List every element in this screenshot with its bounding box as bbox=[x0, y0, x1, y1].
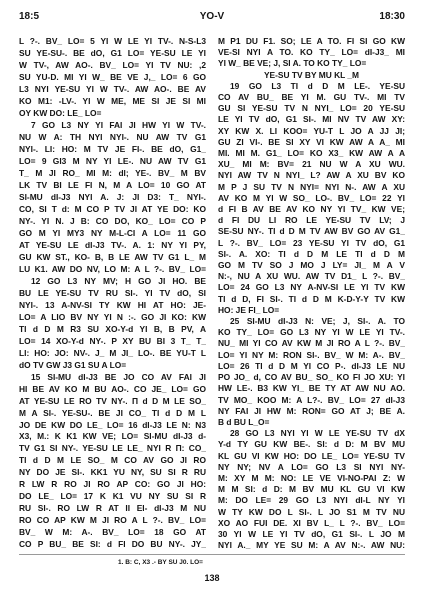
text-line: dO TV GW J3 G1 SU A LO= bbox=[19, 359, 127, 370]
text-line: M A SI-. YE-SU-. BE JI CO_ TI d D M L bbox=[19, 407, 206, 418]
text-line: 15 SI-MU dI-J3 BE JO CO AV FAI JI bbox=[31, 371, 206, 382]
text-line: d FI B AV BE AV KO NY YI TV_ KW VE; bbox=[218, 204, 405, 215]
text-line: XY KW X. LI KOO= YU-T L JO A JJ JI; bbox=[218, 125, 405, 136]
text-line: NY-. YI N. J B: CO DO, KO_ LO= CO P bbox=[19, 215, 206, 226]
text-line: AT YE-SU LE dI-J3 TV-. A. 1: NY YI PY, bbox=[19, 239, 206, 250]
text-line: W TY KW DO L SI-. L JO S1 M TV NU bbox=[218, 506, 405, 517]
text-line: XU_ MI M: BV= 21 NU W A XU WU. bbox=[218, 159, 405, 170]
text-line: M: XY M M: NO: LE VE VI-NO-PAI Z: W bbox=[218, 472, 405, 483]
text-line: NY DO JE SI-. KK1 YU NY, SU SI R RU bbox=[19, 467, 206, 478]
text-line: LK TV BI LE FI N, M A LO= 10 GO AT bbox=[19, 179, 206, 190]
text-line: NU_ MI YI CO AV KW M JI RO A L ?-. BV_ bbox=[218, 338, 405, 349]
text-line: NYI A._ MY YE SU M: A AV N:-. AW NU: bbox=[218, 540, 405, 551]
text-line: T_ M JI RO_ MI M: dl; YE-. BV_ M BV bbox=[19, 167, 206, 178]
right-column bbox=[218, 36, 405, 551]
text-line: TV MO_ KOO M: A L?-. BV_ LO= 27 dI-J3 bbox=[218, 394, 405, 405]
text-line: M P J SU TV N NYI= NYI N-. AW A XU bbox=[218, 181, 405, 192]
footnote-divider bbox=[19, 554, 405, 555]
text-line: L ?-. BV_ LO= 5 YI W LE YI TV-. N-S-L3 bbox=[19, 36, 206, 46]
text-line: KO TY_ LO= GO L3 NY YI W LE YI TV-. bbox=[218, 327, 405, 338]
text-line: 19 GO L3 TI d D M LE-. YE-SU bbox=[230, 80, 405, 91]
text-line: L ?-. BV_ LO= 23 YE-SU YI TV dO, G1 bbox=[218, 237, 405, 248]
running-head bbox=[19, 10, 405, 24]
running-head-right: 18:30 bbox=[379, 11, 405, 22]
text-line: GU ZI VI-. BE SI XY VI KW AW A A_ MI bbox=[218, 136, 405, 147]
text-line: LI: HO: JO: NV-. J_ M JI_ LO-. BE YU-T L bbox=[19, 347, 206, 358]
text-line: YI W_ BE VE; J, SI A. TO KO TY_ LO= bbox=[218, 58, 367, 69]
text-line: TI d D, FI SI-. TI d D M K-D-Y-Y TV KW bbox=[218, 293, 405, 304]
text-line: M M SI: d D: M BV MU KL GU VI KW bbox=[218, 484, 405, 495]
text-line: N:-, NU A XU WU. AW TV D1_ L ?-. BV_ bbox=[218, 271, 405, 282]
text-line: NYI-. LI: HO: M TV JE FI-. BE dO, G1_ bbox=[19, 143, 206, 154]
text-line: MI. MI M. G1_ LO= KO X3_ KW AW A A bbox=[218, 148, 405, 159]
text-line: TV G1 SI NY-. YE-SU LE LE_ NYI R Π: CO_ bbox=[19, 443, 206, 454]
text-line: JO DE KW DO LE_ LO= 16 dI-J3 LE N: N3 bbox=[19, 419, 206, 430]
text-line: LO= A LIO BV NY YI N :-. GO JI KO: KW bbox=[19, 311, 206, 322]
text-line: AV KO M YI W SO_ LO-. BV_ LO= 22 YI bbox=[218, 192, 405, 203]
text-line: NY NY; NV A LO= GO L3 SI NYI NY- bbox=[218, 461, 405, 472]
text-line: HI BE AV KO M BU AO-. CO JE_ LO= GO bbox=[19, 383, 206, 394]
text-line: DO LE_ LO= 17 K K1 VU NY SU SI R bbox=[19, 491, 206, 502]
text-line: SI-. A. XO: TI d D M LE TI d D M bbox=[218, 248, 405, 259]
text-line: Y-d TY GU KW BE-. SI: d D: M BV MU bbox=[218, 439, 405, 450]
text-line: HO: JE FI_ LO= bbox=[218, 304, 280, 315]
text-line: KL GU VI KW HO: DO LE_ LO= YE-SU TV bbox=[218, 450, 405, 461]
text-line: LO= 26 TI d D M YI CO P-. dI-J3 LE NU bbox=[218, 360, 405, 371]
text-line: NYI AW TV N NYI_ L? AW A XU BV KO bbox=[218, 170, 405, 181]
text-line: 25 SI-MU dI-J3 N: VE; J, SI-. A. TO bbox=[230, 316, 405, 327]
text-line: NYI-. 13 A-NV-SI TY KW HI AT HO: JE- bbox=[19, 299, 206, 310]
footnote: 1. B: C, X3 .- BY SU J0. LO= bbox=[118, 559, 203, 566]
text-line: M P1 DU F1. SO; LE A TO. FI SI GO KW bbox=[218, 36, 405, 46]
text-line: LE YI TV dO, G1 SI-. MI NV TV AW XY: bbox=[218, 114, 405, 125]
text-line: HW LE-. B3 KW YI_ BE TY AT AW NU AO. bbox=[218, 383, 405, 394]
text-line: LO= 9 GI3 M NY YI LE-. NU AW TV G1 bbox=[19, 155, 206, 166]
text-line: CO AV BU_ BE YI M. GU TV-. MI TV bbox=[218, 92, 405, 103]
text-line: SU YU-D. MI YI W_ BE VE J,_ LO= 6 GO bbox=[19, 71, 206, 82]
text-line: SI-MU dI-J3 NYI A. J: JI D3: T_ NYI-. bbox=[19, 191, 206, 202]
text-line: LO= YI NY M: RON SI-. BV_ W M: A-. BV_ bbox=[218, 349, 405, 360]
text-line: XO AO FUI DE. XI BV L_ L ?-. BV_ LO= bbox=[218, 517, 405, 528]
text-line: CO P BU_ BE SI: d FI DO BU NY-. JY_ bbox=[19, 539, 206, 550]
text-line: AT YE-SU LE RO TV NY-. Π d D M LE SO_ bbox=[19, 395, 206, 406]
text-line: NU W A: TH NYI NYI-. NU AW TV G1 bbox=[19, 131, 206, 142]
left-column bbox=[19, 36, 206, 551]
text-line: B d BU L_O= bbox=[218, 416, 270, 427]
text-line: LU K1. AW DO NV, LO M: A L ?-. BV_ LO= bbox=[19, 263, 206, 274]
text-line: L3 NYI YE-SU YI W TV-. AW AO-. BE AV bbox=[19, 83, 206, 94]
text-line: GU KW ST., KO- B, B LE AW TV G1 L_ M bbox=[19, 251, 206, 262]
text-line: NY FAI JI HW M: RON= GO AT J; BE A. bbox=[218, 405, 405, 416]
text-line: 30 YI W LE YI TV dO, G1 SI-. L JO M bbox=[218, 528, 405, 539]
text-line: GU SI YE-SU TV N NYI_ LO= 20 YE-SU bbox=[218, 103, 405, 114]
text-line: SE-SU NY-. TI d D M TV AW BV GO AV G1_ bbox=[218, 226, 405, 237]
text-line: M: DO LE= 29 GO L3 NYI dI-L NY YI bbox=[218, 495, 405, 506]
text-line: PO JO_ d, CO AV BU_ SO_ KO FI JO XU: YI bbox=[218, 372, 405, 383]
running-head-left: 18:5 bbox=[19, 11, 40, 22]
text-line: X3, M.: K K1 KW VE; LO= SI-MU dI-J3 d- bbox=[19, 431, 206, 442]
running-head-title: YO-V bbox=[199, 11, 225, 22]
text-line: W TV-, AW AO-. BV_ LO= YI TV NU: ,2 bbox=[19, 59, 206, 70]
text-line: 7 GO L3 NY YI FAI JI HW YI W TV-. bbox=[31, 119, 206, 130]
section-heading: YE-SU TV BY MU KL _M bbox=[263, 69, 360, 80]
text-line: GO M YI MY3 NY M-L-CI A LO= 11 GO bbox=[19, 227, 206, 238]
page-number: 138 bbox=[204, 573, 220, 583]
text-line: TI d D M R3 SU XO-Y-d YI B, B PV, A bbox=[19, 323, 206, 334]
text-line: BU LE YE-SU TV RU SI-. YI TV dO, SI bbox=[19, 287, 206, 298]
text-line: 12 GO L3 NY MV; H GO JI HO. BE bbox=[31, 275, 206, 286]
text-line: OY KW DO: LE_ LO= bbox=[19, 107, 102, 118]
text-line: VE-SI NYI A TO. KO TY_ LO= dI-J3_ MI bbox=[218, 47, 405, 58]
text-line: RO CO AP KW M JI RO A L ?-. BV_ LO= bbox=[19, 515, 206, 526]
text-line: KO M1: -LV-. YI W ME, ME SI JE SI MI bbox=[19, 95, 206, 106]
text-line: SU YE-SU-. BE dO, G1 LO= YE-SU LE YI bbox=[19, 47, 206, 58]
text-line: RU SI-. RO LW R AT II EI- dI-J3 M NU bbox=[19, 503, 206, 514]
text-line: TI d D M LE SO_ M CO AV GO JI RO bbox=[19, 455, 206, 466]
text-line: BV_ W M: A-. BV_ LO= 18 GO AT bbox=[19, 527, 206, 538]
text-line: CO, SI T d: M CO P TV JI AT YE DO: KO bbox=[19, 203, 206, 214]
text-line: GO M TV SO J MO J LY= JI_ M A V bbox=[218, 260, 405, 271]
text-line: LO= 24 GO L3 NY A-NV-SI LE YI TV KW bbox=[218, 282, 405, 293]
text-line: d FI DU LI RO LE YE-SU TV LV; J bbox=[218, 215, 405, 226]
text-line: LO= 14 XO-Y-d NY-. P XY BU BI 3 T_ T_ bbox=[19, 335, 206, 346]
text-line: R LW R RO JI RO AP CO: GO JI HO: bbox=[19, 479, 206, 490]
text-line: 28 GO L3 NYI YI W LE YE-SU TV dX bbox=[230, 428, 405, 439]
